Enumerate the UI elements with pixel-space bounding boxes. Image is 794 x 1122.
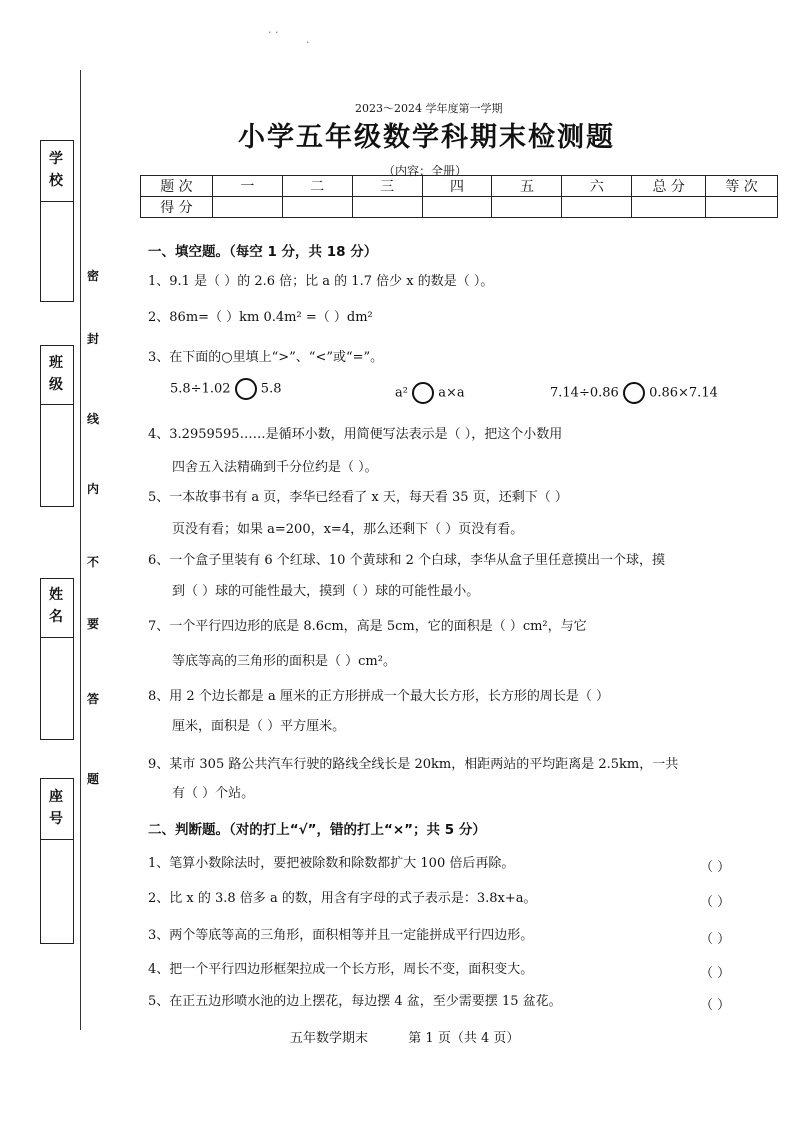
binding-line — [80, 70, 81, 1030]
score-input-cell[interactable] — [492, 197, 562, 218]
judge-bracket[interactable]: （ ） — [700, 932, 731, 947]
compare-row-3 — [550, 382, 718, 404]
scan-speck: · — [306, 36, 310, 49]
judge-item-1: 1、笔算小数除法时，要把被除数和除数都扩大 100 倍后再除。 — [148, 856, 515, 871]
term-label: 2023～2024 学年度第一学期 — [355, 102, 503, 115]
question-1: 1、9.1 是（ ）的 2.6 倍；比 a 的 1.7 倍少 x 的数是（ ）。 — [148, 274, 494, 289]
compare-right: 5.8 — [260, 381, 282, 397]
page-title: 小学五年级数学科期末检测题 — [238, 122, 615, 153]
question-6-cont: 到（ ）球的可能性最大，摸到（ ）球的可能性最小。 — [172, 584, 480, 599]
compare-right: 0.86×7.14 — [649, 385, 718, 401]
judge-bracket[interactable]: （ ） — [700, 860, 731, 875]
score-input-cell[interactable] — [422, 197, 492, 218]
seal-char: 要 — [86, 617, 99, 631]
name-label — [44, 584, 68, 628]
score-cell: 五 — [492, 176, 562, 197]
score-input-cell[interactable] — [282, 197, 352, 218]
compare-row-1 — [170, 378, 281, 400]
seat-label — [44, 786, 68, 830]
score-input-cell[interactable] — [352, 197, 422, 218]
compare-right: a×a — [438, 385, 465, 401]
compare-row-2 — [395, 382, 465, 404]
name-label-text: 姓名 — [49, 587, 63, 625]
judge-bracket[interactable]: （ ） — [700, 895, 731, 910]
question-9-cont: 有（ ）个站。 — [172, 786, 255, 801]
seal-char: 不 — [86, 555, 99, 569]
class-label — [44, 352, 68, 396]
school-label — [44, 148, 68, 192]
score-cell: 一 — [212, 176, 282, 197]
seal-char: 内 — [86, 482, 99, 496]
school-label-text: 学校 — [49, 151, 63, 189]
score-cell: 题 次 — [141, 176, 213, 197]
class-label-text: 班级 — [49, 355, 63, 393]
question-4-cont: 四舍五入法精确到千分位约是（ ）。 — [172, 460, 378, 475]
question-9: 9、某市 305 路公共汽车行驶的路线全线长是 20km，相距两站的平均距离是 2.5km，一共 — [148, 757, 679, 772]
page-footer — [290, 1027, 519, 1046]
score-cell: 总 分 — [632, 176, 706, 197]
score-input-cell[interactable] — [212, 197, 282, 218]
score-row-label: 得 分 — [141, 197, 213, 218]
score-table-input-row — [141, 197, 778, 218]
judge-bracket[interactable]: （ ） — [700, 966, 731, 981]
judge-item-2: 2、比 x 的 3.8 倍多 a 的数，用含有字母的式子表示是：3.8x+a。 — [148, 891, 537, 906]
score-input-cell[interactable] — [562, 197, 632, 218]
compare-left: a² — [395, 385, 408, 401]
question-7-cont: 等底等高的三角形的面积是（ ）cm²。 — [172, 654, 396, 669]
compare-circle[interactable] — [623, 382, 645, 404]
judge-item-4: 4、把一个平行四边形框架拉成一个长方形，周长不变，面积变大。 — [148, 962, 534, 977]
compare-circle[interactable] — [235, 378, 257, 400]
judge-item-5: 5、在正五边形喷水池的边上摆花，每边摆 4 盆，至少需要摆 15 盆花。 — [148, 994, 562, 1009]
seat-label-text: 座号 — [49, 789, 63, 827]
question-7: 7、一个平行四边形的底是 8.6cm，高是 5cm，它的面积是（ ）cm²，与它 — [148, 619, 587, 634]
compare-left: 5.8÷1.02 — [170, 381, 231, 397]
score-table-header-row — [141, 176, 778, 197]
scan-speck: · · — [268, 26, 279, 39]
seal-char: 答 — [86, 692, 99, 706]
question-5: 5、一本故事书有 a 页，李华已经看了 x 天，每天看 35 页，还剩下（ ） — [148, 490, 568, 505]
page-number: 第 1 页（共 4 页） — [408, 1031, 520, 1046]
seal-char: 线 — [86, 412, 99, 426]
question-2: 2、86m=（ ）km 0.4m² =（ ）dm² — [148, 310, 373, 325]
question-4: 4、3.2959595……是循环小数，用简便写法表示是（ ），把这个小数用 — [148, 427, 563, 442]
seal-char: 密 — [86, 269, 99, 283]
score-input-cell[interactable] — [706, 197, 778, 218]
compare-circle[interactable] — [412, 382, 434, 404]
seal-char: 封 — [86, 332, 99, 346]
section2-heading: 二、判断题。（对的打上“√”，错的打上“×”；共 5 分） — [148, 822, 486, 838]
judge-item-3: 3、两个等底等高的三角形，面积相等并且一定能拼成平行四边形。 — [148, 928, 534, 943]
scope-label: （内容：全册） — [383, 164, 468, 178]
question-5-cont: 页没有看；如果 a=200，x=4，那么还剩下（ ）页没有看。 — [172, 522, 524, 537]
question-8: 8、用 2 个边长都是 a 厘米的正方形拼成一个最大长方形，长方形的周长是（ ） — [148, 689, 609, 704]
judge-bracket[interactable]: （ ） — [700, 998, 731, 1013]
score-cell: 六 — [562, 176, 632, 197]
question-8-cont: 厘米，面积是（ ）平方厘米。 — [172, 719, 346, 734]
score-table — [140, 175, 778, 218]
score-cell: 等 次 — [706, 176, 778, 197]
compare-left: 7.14÷0.86 — [550, 385, 619, 401]
section1-heading: 一、填空题。（每空 1 分，共 18 分） — [148, 244, 378, 260]
seal-char: 题 — [86, 772, 99, 786]
question-6: 6、一个盒子里装有 6 个红球、10 个黄球和 2 个白球，李华从盒子里任意摸出一个球，摸 — [148, 553, 666, 568]
score-cell: 二 — [282, 176, 352, 197]
score-cell: 三 — [352, 176, 422, 197]
score-cell: 四 — [422, 176, 492, 197]
question-3: 3、在下面的○里填上“>”、“<”或“=”。 — [148, 350, 384, 365]
score-input-cell[interactable] — [632, 197, 706, 218]
footer-left: 五年数学期末 — [290, 1031, 369, 1046]
